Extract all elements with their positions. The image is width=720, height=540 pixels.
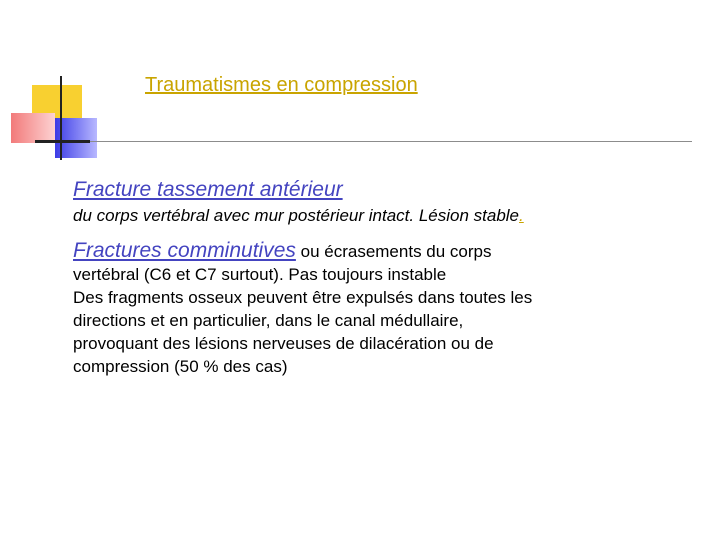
para-line-4: provoquant des lésions nerveuses de dilacération ou de [73,334,494,353]
heading-fracture-tassement: Fracture tassement antérieur [73,178,343,201]
para-line-3: directions et en particulier, dans le canal médullaire, [73,311,464,330]
para-line-5: compression (50 % des cas) [73,357,288,376]
para-line-1: vertébral (C6 et C7 surtout). Pas toujours instable [73,265,447,284]
subtext-fracture-tassement-text: du corps vertébral avec mur postérieur intact. Lésion stable [73,206,520,225]
heading-fractures-comminutives: Fractures comminutives [73,239,296,262]
decor-vertical-line [60,76,62,160]
title-divider [35,141,692,142]
para-inline-text: ou écrasements du corps [295,242,492,261]
decor-red-square [11,113,55,143]
subtext-end-mark: . [519,206,524,225]
para-line-2: Des fragments osseux peuvent être expulsés dans toutes les [73,288,533,307]
subtext-fracture-tassement [73,205,673,227]
slide-body [73,177,673,378]
para-line-0 [73,239,673,263]
slide-title: Traumatismes en compression [145,74,418,96]
title-divider-accent [35,140,90,143]
paragraph-fractures-comminutives [73,239,673,378]
